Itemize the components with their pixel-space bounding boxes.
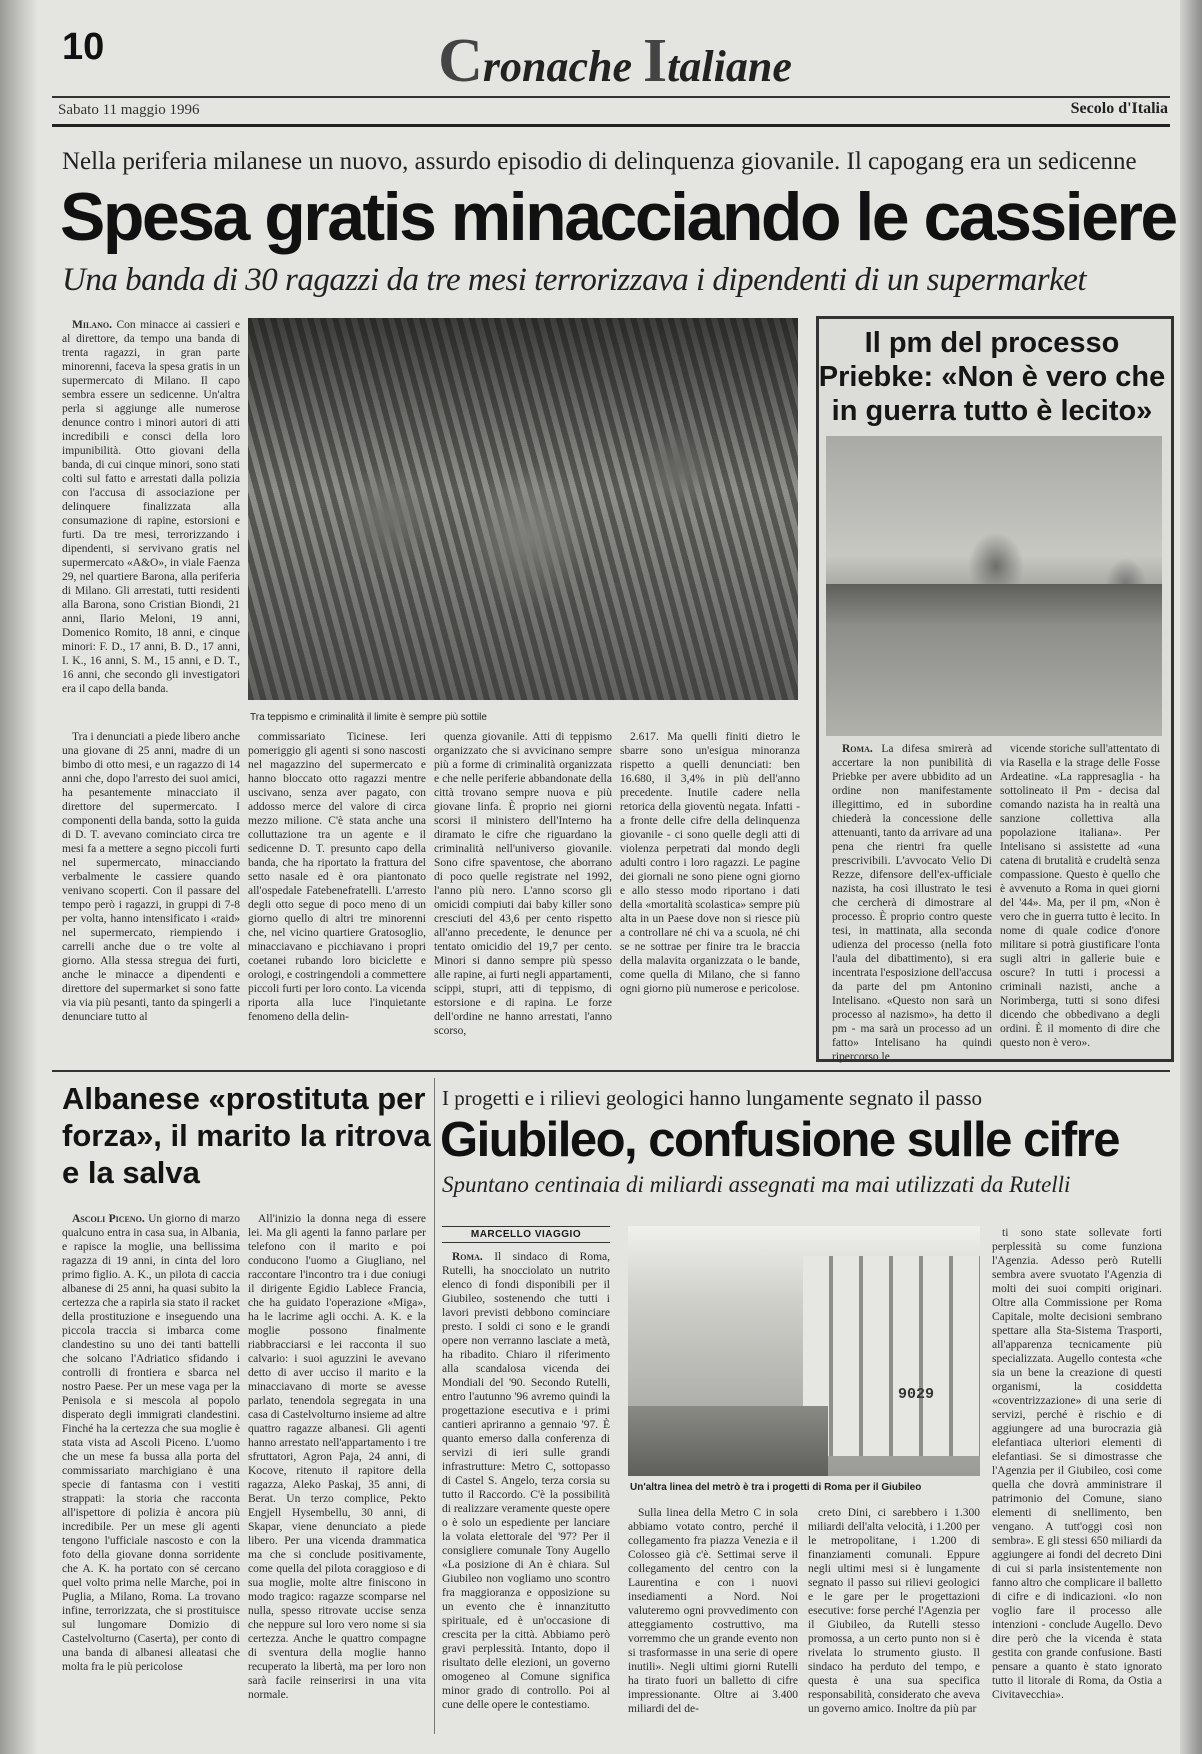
main-kicker: Nella periferia milanese un nuovo, assurdo episodio di delinquenza giovanile. Il capogang era un sedicenne <box>62 148 1137 175</box>
gang-photo <box>248 318 798 700</box>
column-divider <box>434 1078 435 1734</box>
giubileo-column-2: Sulla linea della Metro C in sola abbiamo votato contro, perché il collegamento fra piazza Venezia e il Colosseo già c'è. Settimai serve il collegamento del centro con la Laurentina e con i nuovi insediamenti a Nord. Noi valuteremo ogni provvedimento con atteggiamento costruttivo, ma vorremmo che un grande evento non si trasformasse in una serie di opere inutili». Negli ultimi giorni Rutelli ha tirato fuori un balletto di cifre impressionante. Oltre ai 3.400 miliardi del de- <box>628 1507 798 1715</box>
giubileo-byline: MARCELLO VIAGGIO <box>442 1226 610 1243</box>
giubileo-headline: Giubileo, confusione sulle cifre <box>440 1113 1119 1167</box>
dateline: Sabato 11 maggio 1996 <box>58 102 200 118</box>
priebke-column-2: vicende storiche sull'attentato di via Rasella e la strage delle Fosse Ardeatine. «La rappresaglia - ha sottolineato il Pm - decisa dal comando nazista ha in realtà una sanzione collettiva alla popolazione italiana». Per Intelisano si assistette ad «una catena di brutalità e crudeltà senza compassione. Questo è quello che è avvenuto a Roma in quei giorni del '44». Ma, per il pm, «Non è vero che in guerra tutto è lecito. In nome di quale codice d'onore militare si potrà giustificare l'onta sugli altri in gallerie buie e oscure? In tutti i processi a criminali nazisti, anche a Norimberga, tutti si sono difesi dicendo che obbedivano a degli ordini. È il momento di dire che questo non è vero». <box>1000 743 1160 1049</box>
albanese-column-1: Ascoli Piceno. Un giorno di marzo qualcuno entra in casa sua, in Albania, e rapisce la moglie, una bellissima ragazza di 19 anni, in cinta del loro primo figlio. A. K., un pilota di caccia albanese di 25 anni, ha quasi subito la certezza che a rapirla sia stato il racket della prostituzione e inseguendo una piccola traccia si imbarca come clandestino su uno dei tanti battelli che solcano l'Adriatico sfidando i controlli di frontiera e sbarca nel nostro Paese. Per un mese vaga per la Penisola e si mescola al popolo disperato degli immigrati clandestini. Finché ha la certezza che sua moglie è stata vista ad Ascoli Piceno. L'uomo che un mese fa bussa alla porta del commissariato marchigiano è una specie di fantasma con i vestiti strappati: la storia che racconta all'ispettore di polizia è ancora più incredibile. Per un mese gli agenti tengono l'ufficiale nascosto e con la foto della giovane donna sorridente che A. K. ha portato con sé cercano quel volto prima nelle Marche, poi in Puglia, a Milano, Roma. La trovano infine, terrorizzata, che si prostituisce sul lungomare Domizio di Castelvolturno (Caserta), per conto di una banda di albanesi alleatasi che molta fra le più pericolose <box>62 1213 241 1673</box>
giubileo-column-1: Roma. Il sindaco di Roma, Rutelli, ha snocciolato un nutrito elenco di fondi disponibili per il Giubileo, sostenendo che tutti i lavori previsti debbono cominciare presto. I soldi ci sono e le grandi opere non verranno lasciate a metà, ha ribadito. Chiaro il riferimento alla scandalosa vicenda dei Mondiali del '90. Secondo Rutelli, entro l'autunno '96 avremo quindi la progettazione esecutiva e i primi cantieri apriranno a gennaio '97. È quanto emerso dalla conferenza di servizi di ieri sulle grandi infrastrutture: Metro C, sottopasso di Castel S. Angelo, terza corsia su tutto il Raccordo. C'è la possibilità di realizzare veramente queste opere o è solo un espediente per lanciare la volata elettorale del '97? Per il consigliere comunale Tony Augello «La posizione di An è chiara. Sul Giubileo non vogliamo uno scontro fra maggioranza e opposizione su un evento che è innanzitutto spirituale, ed è un'occasione di crescita per la città. Abbiamo però gravi perplessità. Intanto, dopo il risultato delle elezioni, un governo omogeneo al Comune significa minor grado di controllo. Poi al cune delle opere le contestiamo. <box>442 1251 610 1711</box>
giubileo-kicker: I progetti e i rilievi geologici hanno lungamente segnato il passo <box>442 1086 983 1110</box>
section-divider <box>52 1070 1170 1072</box>
giubileo-subhead: Spuntano centinaia di miliardi assegnati ma mai utilizzati da Rutelli <box>442 1172 1071 1197</box>
gang-photo-caption: Tra teppismo e criminalità il limite è sempre più sottile <box>250 712 487 723</box>
giubileo-column-4: ti sono state sollevate forti perplessità su come funziona l'Agenzia. Adesso però Rutelli sembra avere svuotato l'Agenzia di molti dei suoi compiti originari. Oltre alla Commissione per Roma Capitale, molte decisioni sembrano spettare alla Sta-Sistema Trasporti, all'apparenza tecnicamente più specializzata. Augello contesta «che sia un bene la creazione di questi organismi, la cosiddetta «coventrizzazione» di una serie di servizi, perché è rischio e di aggiungere ad una burocrazia già elefantiaca ulteriori elementi di elefantiasi. Se si dimostrasse che l'Agenzia per il Giubileo, così come quella che dovrà amministrare il patrimonio del Comune, siano elementi di snellimento, ben vengano. A tutt'oggi così non sembra». E gli stessi 650 miliardi da aggiungere ai fondi del decreto Dini di cui si parla insistentemente non fanno altro che complicare il balletto di cifre e di indicazioni. «Io non voglio fare il processo alle intenzioni - conclude Augello. Devo dire però che la vicenda è stata gestita con grande confusione. Basti pensare a quanto è stato ignorato tutto il litorale di Roma, da Ostia a Civitavecchia». <box>992 1227 1162 1701</box>
albanese-headline: Albanese «prostituta per forza», il marito la ritrova e la salva <box>62 1081 431 1190</box>
priebke-headline: Il pm del processo Priebke: «Non è vero che in guerra tutto è lecito» <box>818 327 1166 427</box>
metro-photo <box>628 1226 980 1476</box>
page-edge-shadow-right <box>1180 0 1202 1754</box>
page-number: 10 <box>62 26 105 68</box>
newspaper-brand: Secolo d'Italia <box>1070 100 1168 117</box>
main-column-1b: Tra i denunciati a piede libero anche una giovane di 25 anni, madre di un bimbo di otto mesi, e un ragazzo di 14 anni che, dopo l'arresto dei suoi amici, ha pesantemente minacciato il direttore del supermercato. I componenti della banda, sotto la guida di D. T. avevano cominciato circa tre mesi fa a mettere a segno piccoli furti nel supermercato, minacciando verbalmente le cassiere quando venivano scoperti. Con il passare del tempo però i ragazzi, in gruppi di 7-8 per volta, hanno intensificato i «raid» nel supermercato, riempiendo i carrelli anche due o tre volte al giorno. Alla stessa stregua dei furti, anche le minacce a dipendenti e direttore del supermarket si sono fatte via via più pesanti, tanto da spingerli a denunciare tutto al <box>62 731 240 1023</box>
main-column-4: 2.617. Ma quelli finiti dietro le sbarre sono un'esigua minoranza rispetto a quelli denunciati: ben 16.680, il 3,4% in più dell'anno precedente. Inutile cadere nella retorica della gioventù negata. Infatti - a fronte delle cifre della delinquenza giovanile - ci sono quelle degli atti di violenza perpetrati dal mondo degli adulti contro i loro ragazzi. Le pagine dei giornali ne sono piene ogni giorno e allo stesso modo riportano i dati della «mortalità scolastica» sempre più alta in un Paese dove non si riesce più a controllare né chi va a scuola, né chi se ne sottrae per finire tra le braccia della malavita organizzata o le bande, come quella di Milano, che si fanno ogni giorno più numerose e pericolose. <box>620 731 800 995</box>
priebke-column-1: Roma. La difesa smirerà ad accertare la non punibilità di Priebke per avere ubbidito ad un ordine non manifestamente illegittimo, ed in subordine chiederà la concessione delle attenuanti, tanto da arrivare ad una pena che rientri fra quelle prescrivibili. L'avvocato Velio Di Rezze, difensore dell'ex-ufficiale nazista, ha così illustrato le tesi che cercherà di dimostrare al processo. È proprio contro queste tesi, in mattinata, alla seconda udienza del processo (nella foto l'aula del dibattimento), si era incentrata l'esposizione dell'accusa da parte del pm Antonino Intelisano. «Questo non sarà un processo al nazismo», ha detto il pm - ma sarà un processo ad un fatto» Intelisano ha quindi ripercorso le <box>832 743 992 1063</box>
page-edge-shadow <box>0 0 38 1754</box>
section-masthead: Cronache Italiane <box>438 27 792 95</box>
main-column-3: quenza giovanile. Atti di teppismo organizzato che si avvicinano sempre più a forme di criminalità organizzata e che nelle periferie abbandonate della città trovano sempre nuova e più giovane linfa. È proprio nei giorni scorsi il ministero dell'Interno ha diramato le cifre che riguardano la criminalità nell'universo giovanile. Sono cifre spaventose, che aborrano di poco quelle registrate nel 1992, l'anno più nero. L'anno scorso gli omicidi compiuti dai baby killer sono cresciuti del 43,6 per cento rispetto all'anno precedente, le denunce per tentato omicidio del 19,7 per cento. Minori si danno sempre più spesso alle rapine, ai furti negli appartamenti, scippi, stupri, atti di teppismo, di estorsione e di rapina. Le forze dell'ordine ne hanno arrestati, l'anno scorso, <box>434 731 612 1037</box>
albanese-column-2: All'inizio la donna nega di essere lei. Ma gli agenti la fanno parlare per telefono con il marito e poi conducono l'uomo a Giugliano, nel raccontare l'incontro tra i due coniugi il dirigente Egidio Lablece Francia, che ha guidato l'operazione «Miga», ha le lacrime agli occhi. A. K. e la moglie possono finalmente riabbracciarsi e lei racconta il suo calvario: i suoi aguzzini le avevano detto di aver ucciso il marito e la minacciavano di morte se avesse parlato, tenendola segregata in una casa di Castelvolturno insieme ad altre quattro ragazze albanesi. Gli agenti hanno arrestato nell'appartamento i tre sfruttatori, Agron Paja, 24 anni, di Kocove, ritenuto il rapitore della ragazza, Aleko Paskaj, 35 anni, di Berat. Un terzo complice, Pekto Engjell Hysembellu, 30 anni, di Skapar, viene denunciato a piede libero. Per una vicenda drammatica ma che si conclude positivamente, come quella del pilota coraggioso e di sua moglie, molte altre finiscono in modo tragico: ragazze scomparse nel nulla, spesso ritrovate uccise senza che neppure sul loro vero nome si sia certezza. Anche le quattro compagne di sventura della moglie hanno recuperato la libertà, ma per loro non sarà facile reinserirsi in una vita normale. <box>248 1213 426 1701</box>
giubileo-column-3: creto Dini, ci sarebbero i 1.300 miliardi dell'alta velocità, i 1.200 per le metropolitane, i 1.200 di finanziamenti comunali. Eppure negli ultimi mesi si è lungamente segnato il passo sui rilievi geologici e le gare per le progettazioni esecutive: forse perché l'Agenzia per il Giubileo, da Rutelli stesso promossa, a un certo punto non si è rivelata lo strumento giusto. Il sindaco ha perduto del tempo, e questa è una sua specifica responsabilità, considerato che aveva un governo amico. Inoltre da più par <box>808 1507 980 1715</box>
main-headline: Spesa gratis minacciando le cassiere <box>60 179 1176 255</box>
metro-photo-caption: Un'altra linea del metrò è tra i progetti di Roma per il Giubileo <box>630 1482 922 1493</box>
main-column-1: Milano. Con minacce ai cassieri e al direttore, da tempo una banda di trenta ragazzi, in gran parte minorenni, faceva la spesa gratis in un supermercato di Milano. Il capo sembra essere un sedicenne. Un'altra perla si aggiunge alle numerose denunce contro i minori autori di atti incredibili e consci della loro impunibilità. Otto giovani della banda, di cui cinque minori, sono stati colti sul fatto e arrestati dalla polizia con l'accusa di associazione per delinquere finalizzata alla consumazione di rapine, estorsioni e furti. Da tre mesi, terrorizzando i dipendenti, si servivano gratis nel supermercato «A&O», in viale Faenza 29, nel quartiere Barona, alla periferia di Milano. Gli arrestati, tutti residenti alla Barona, sono Cristian Biondi, 21 anni, Ilario Meloni, 19 anni, Domenico Romito, 18 anni, e cinque minori: F. D., 17 anni, B. D., 17 anni, I. K., 16 anni, S. M., 15 anni, e D. T., 16 anni, che secondo gli investigatori era il capo della banda. <box>62 319 240 695</box>
header-rule <box>52 96 1170 98</box>
train-number: 9029 <box>898 1386 935 1403</box>
header-rule-bottom <box>52 124 1170 127</box>
courtroom-photo <box>826 436 1162 736</box>
main-subhead: Una banda di 30 ragazzi da tre mesi terrorizzava i dipendenti di un supermarket <box>62 262 1087 298</box>
main-column-2: commissariato Ticinese. Ieri pomeriggio gli agenti si sono nascosti nel magazzino del supermercato e hanno bloccato otto ragazzi mentre uscivano, senza aver pagato, con addosso merce del valore di circa mezzo milione. C'è stata anche una colluttazione tra un agente e il sedicenne D. T. presunto capo della banda, che ha riportato la frattura del setto nasale ed è ora piantonato all'ospedale Fatebenefratelli. L'arresto degli otto segue di poco meno di un giorno quello di altri tre minorenni che, nel vicino quartiere Gratosoglio, minacciavano e picchiavano i propri coetanei rubando loro biciclette e orologi, e costringendoli a commettere piccoli furti per loro conto. La vicenda riporta alla luce l'inquietante fenomeno della delin- <box>248 731 426 1023</box>
